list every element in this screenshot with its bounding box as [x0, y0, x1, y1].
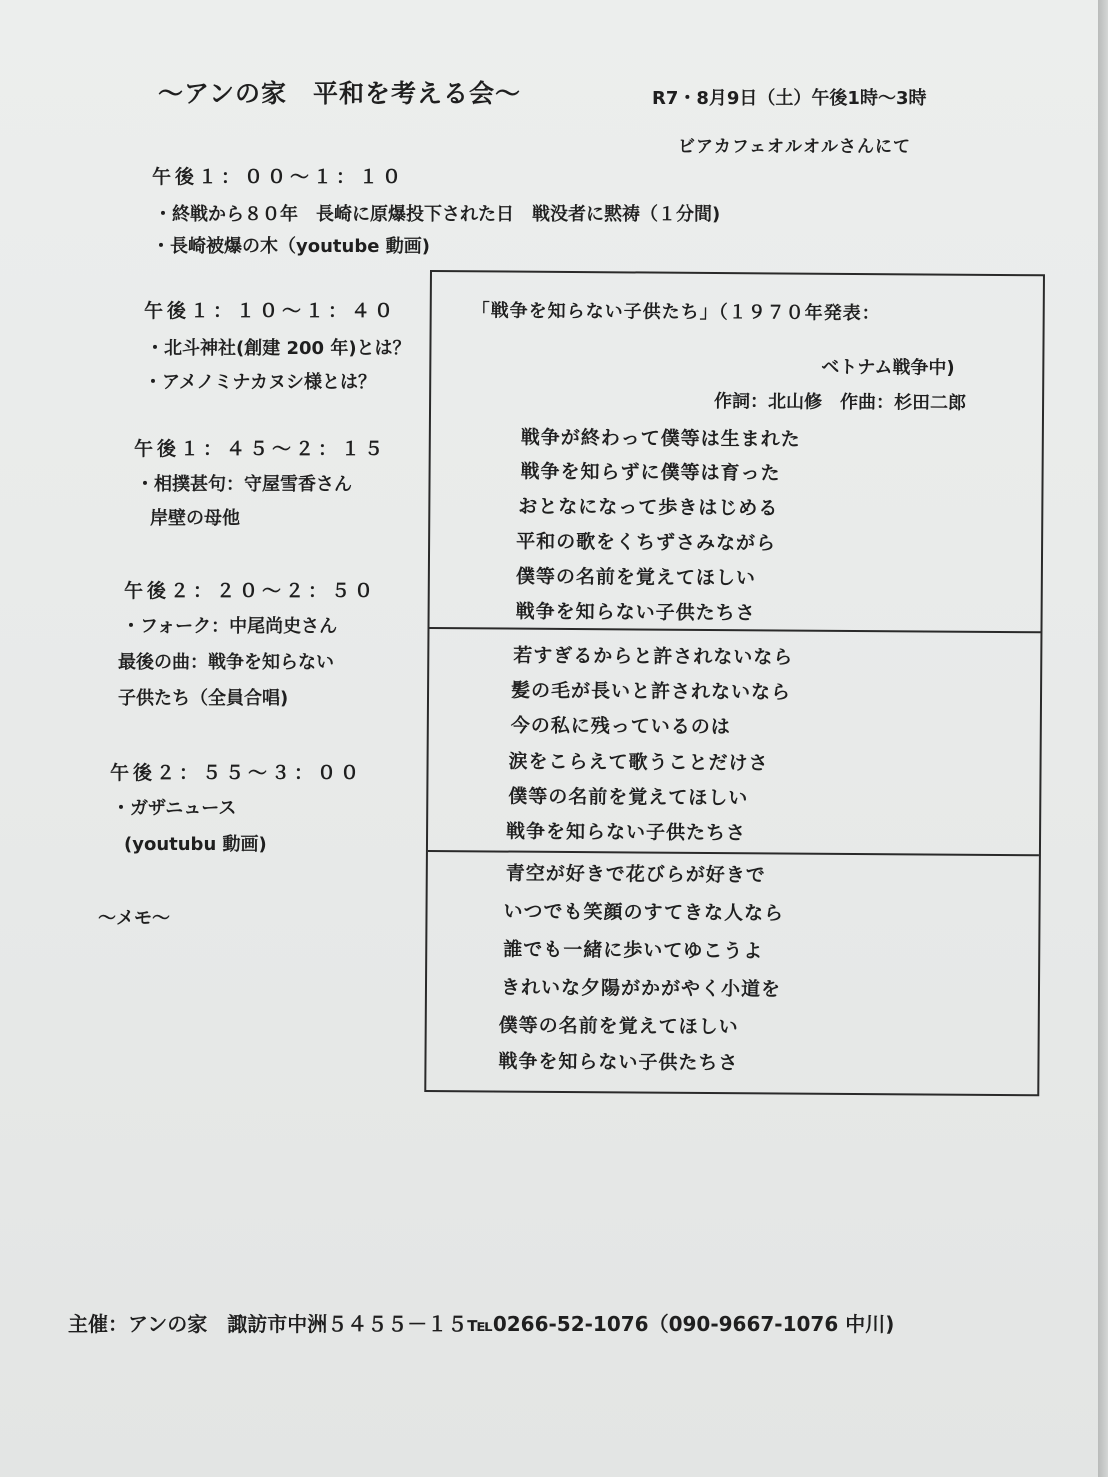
- event-venue: ビアカフェオルオルさんにて: [678, 137, 911, 157]
- schedule-item: ・アメノミナカヌシ様とは？: [144, 372, 377, 393]
- lyric-line: 今の私に残っているのは: [510, 714, 731, 739]
- lyric-line: きれいな夕陽がかがやく小道を: [500, 976, 782, 1001]
- verse-divider: [428, 850, 1039, 856]
- schedule-time-2: 午後１：１０〜１：４０: [144, 300, 398, 322]
- schedule-time-3: 午後１：４５〜２：１５: [134, 438, 388, 460]
- lyric-line: 僕等の名前を覚えてほしい: [498, 1014, 739, 1039]
- lyric-line: 平和の歌をくちずさみながら: [516, 530, 777, 555]
- lyric-line: 髪の毛が長いと許されないなら: [510, 679, 792, 704]
- lyric-line: 誰でも一緒に歩いてゆこうよ: [503, 938, 764, 963]
- lyric-line: 若すぎるからと許されないなら: [513, 644, 794, 669]
- lyric-line: おとなになって歩きはじめる: [518, 495, 779, 520]
- background-edge: [1098, 0, 1108, 1477]
- event-title: 〜アンの家 平和を考える会〜: [158, 79, 522, 108]
- lyric-line: 戦争が終わって僕等は生まれた: [520, 426, 801, 451]
- verse-divider: [429, 627, 1040, 633]
- schedule-item: ・終戦から８０年 長崎に原爆投下された日 戦没者に黙祷（１分間): [154, 204, 721, 225]
- schedule-time-4: 午後２：２０〜２：５０: [124, 580, 378, 602]
- event-date: R7・8月9日（土）午後1時〜3時: [652, 88, 927, 109]
- schedule-item: 岸壁の母他: [150, 508, 240, 529]
- schedule-item: ・相撲甚句：守屋雪香さん: [136, 474, 352, 495]
- lyric-line: 涙をこらえて歌うことだけさ: [508, 750, 769, 775]
- schedule-item: ・ガザニュース: [112, 798, 237, 819]
- schedule-item: (youtubu 動画): [124, 834, 267, 855]
- schedule-item: 最後の曲：戦争を知らない: [118, 652, 334, 673]
- lyric-line: 戦争を知らない子供たちさ: [498, 1050, 739, 1075]
- lyric-line: 僕等の名前を覚えてほしい: [515, 565, 756, 590]
- lyric-line: 青空が好きで花びらが好きで: [505, 862, 766, 887]
- schedule-item: ・長崎被爆の木（youtube 動画): [152, 236, 430, 257]
- lyrics-box: [424, 270, 1045, 1096]
- song-note: ベトナム戦争中): [821, 356, 955, 379]
- schedule-item: 子供たち（全員合唱): [118, 688, 289, 709]
- song-title: 「戦争を知らない子供たち」（１９７０年発表：: [471, 300, 881, 325]
- memo-heading: 〜メモ〜: [98, 908, 170, 929]
- schedule-time-1: 午後１：００〜１：１０: [152, 166, 406, 188]
- lyric-line: 僕等の名前を覚えてほしい: [508, 785, 749, 810]
- organizer-footer: 主催：アンの家 諏訪市中洲５４５５－１５℡0266-52-1076（090-9667-1076 中川): [68, 1312, 895, 1336]
- lyric-line: いつでも笑顔のすてきな人なら: [503, 900, 785, 925]
- lyric-line: 戦争を知らない子供たちさ: [515, 600, 756, 625]
- lyric-line: 戦争を知らない子供たちさ: [506, 820, 747, 845]
- lyric-line: 戦争を知らずに僕等は育った: [520, 460, 781, 485]
- schedule-item: ・北斗神社(創建 200 年)とは？: [146, 338, 411, 359]
- schedule-time-5: 午後２：５５〜３：００: [110, 762, 364, 784]
- schedule-item: ・フォーク：中尾尚史さん: [122, 616, 338, 637]
- song-credit: 作詞：北山修 作曲：杉田二郎: [714, 390, 967, 414]
